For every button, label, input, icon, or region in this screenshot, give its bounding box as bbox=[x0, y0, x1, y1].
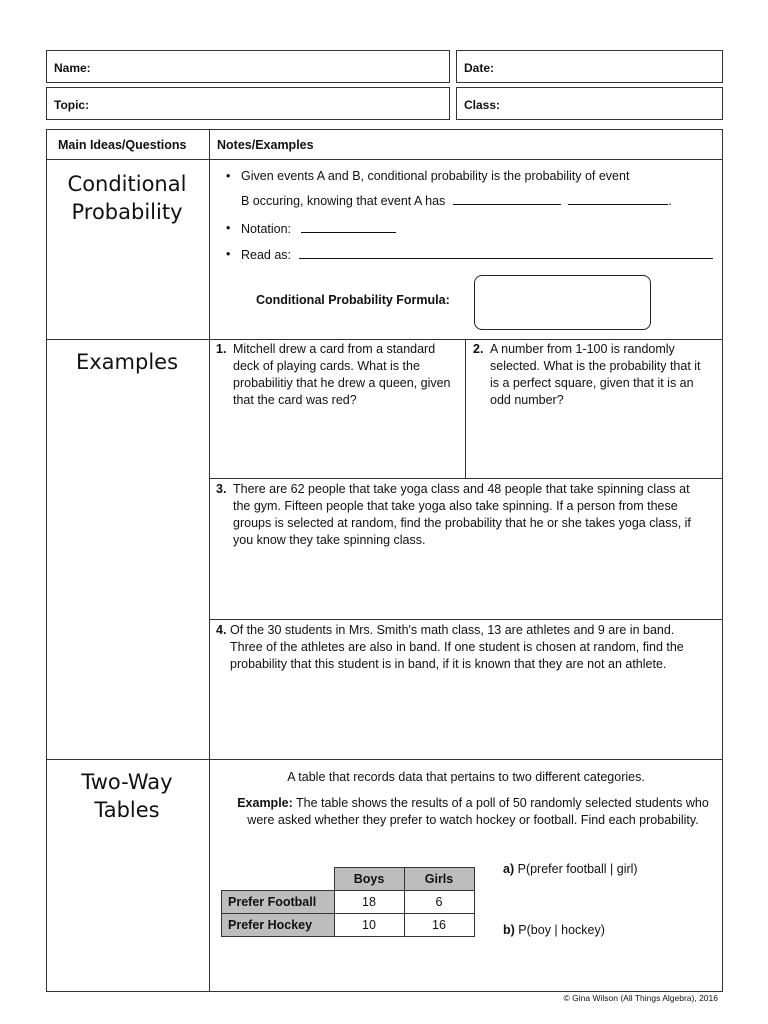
conditional-definition-line1: Given events A and B, conditional probability is the probability of event bbox=[241, 169, 630, 183]
formula-answer-box[interactable] bbox=[474, 275, 651, 330]
example-divider-2 bbox=[209, 619, 723, 620]
main-ideas-heading: Main Ideas/Questions bbox=[58, 138, 187, 152]
class-field[interactable] bbox=[456, 87, 723, 120]
example-3-text: There are 62 people that take yoga class and 48 people that take spinning class at the gym. Fifteen people that take yoga also take spinning. If a person from these groups is selected at random, find the probability that he or she takes yoga class, if you know they take spinning class. bbox=[233, 482, 691, 547]
conditional-definition-line2-text: B occuring, knowing that event A has bbox=[241, 194, 446, 208]
notation-blank[interactable] bbox=[301, 220, 396, 233]
table-header-boys: Boys bbox=[334, 868, 404, 891]
example-label: Example: bbox=[237, 796, 293, 810]
example-text: The table shows the results of a poll of 50 randomly selected students who were asked whether they prefer to watch hockey or football. Find each probability. bbox=[247, 796, 709, 827]
notation-line bbox=[241, 220, 396, 238]
question-a-label: a) bbox=[503, 862, 515, 876]
section-divider-examples bbox=[46, 759, 723, 760]
example-divider-1 bbox=[209, 478, 723, 479]
example-2-number: 2. bbox=[473, 342, 484, 356]
example-divider-vertical bbox=[465, 339, 466, 478]
two-way-definition: A table that records data that pertains to two different categories. bbox=[287, 770, 645, 784]
table-corner bbox=[222, 868, 335, 891]
copyright-footer: © Gina Wilson (All Things Algebra), 2016 bbox=[563, 993, 718, 1003]
table-cell: 6 bbox=[404, 891, 474, 914]
column-divider bbox=[209, 129, 210, 992]
table-row bbox=[222, 914, 475, 937]
question-b-label: b) bbox=[503, 923, 515, 937]
example-4-text: Of the 30 students in Mrs. Smith's math class, 13 are athletes and 9 are in band. Three of the athletes are also in band. If one student is chosen at random, find the probability that this student is in band, if it is known that they are not an athlete. bbox=[230, 623, 684, 671]
header-row-divider bbox=[46, 159, 723, 160]
section-title-conditional: Conditional Probability bbox=[67, 172, 187, 224]
table-header-girls: Girls bbox=[404, 868, 474, 891]
two-way-table bbox=[221, 867, 475, 937]
example-2-text: A number from 1-100 is randomly selected. What is the probability that it is a perfect square, given that it is an odd number? bbox=[490, 342, 701, 407]
answer-blank[interactable] bbox=[453, 192, 561, 205]
two-way-example bbox=[232, 795, 714, 829]
example-3-number: 3. bbox=[216, 482, 227, 496]
table-cell: 10 bbox=[334, 914, 404, 937]
read-as-blank[interactable] bbox=[299, 246, 713, 259]
bullet-dot: • bbox=[226, 169, 231, 183]
example-1-number: 1. bbox=[216, 342, 227, 356]
formula-label: Conditional Probability Formula: bbox=[256, 293, 450, 307]
question-a-text: P(prefer football | girl) bbox=[517, 862, 638, 876]
example-1-text: Mitchell drew a card from a standard deck of playing cards. What is the probabilitiy that he drew a queen, given that the card was red? bbox=[233, 342, 451, 407]
example-4-number: 4. bbox=[216, 623, 227, 637]
name-label: Name: bbox=[54, 61, 91, 75]
section-title-two-way: Two-Way Tables bbox=[81, 770, 173, 822]
class-label: Class: bbox=[464, 98, 501, 112]
table-cell: 18 bbox=[334, 891, 404, 914]
section-title-examples: Examples bbox=[75, 350, 179, 374]
date-field[interactable] bbox=[456, 50, 723, 83]
bullet-dot: • bbox=[226, 221, 231, 235]
table-row-label: Prefer Football bbox=[222, 891, 335, 914]
notes-examples-heading: Notes/Examples bbox=[217, 138, 314, 152]
question-b bbox=[503, 922, 605, 939]
question-b-text: P(boy | hockey) bbox=[518, 923, 605, 937]
notation-label: Notation: bbox=[241, 222, 292, 236]
read-as-line bbox=[241, 246, 713, 264]
table-row bbox=[222, 891, 475, 914]
table-row-label: Prefer Hockey bbox=[222, 914, 335, 937]
table-cell: 16 bbox=[404, 914, 474, 937]
table-row bbox=[222, 868, 475, 891]
conditional-definition-line2: B occuring, knowing that event A has . bbox=[241, 194, 672, 208]
read-as-label: Read as: bbox=[241, 248, 292, 262]
question-a bbox=[503, 861, 638, 878]
topic-label: Topic: bbox=[54, 98, 90, 112]
section-divider-conditional bbox=[46, 339, 723, 340]
topic-field[interactable] bbox=[46, 87, 450, 120]
bullet-dot: • bbox=[226, 247, 231, 261]
name-field[interactable] bbox=[46, 50, 450, 83]
answer-blank[interactable] bbox=[568, 192, 668, 205]
date-label: Date: bbox=[464, 61, 495, 75]
